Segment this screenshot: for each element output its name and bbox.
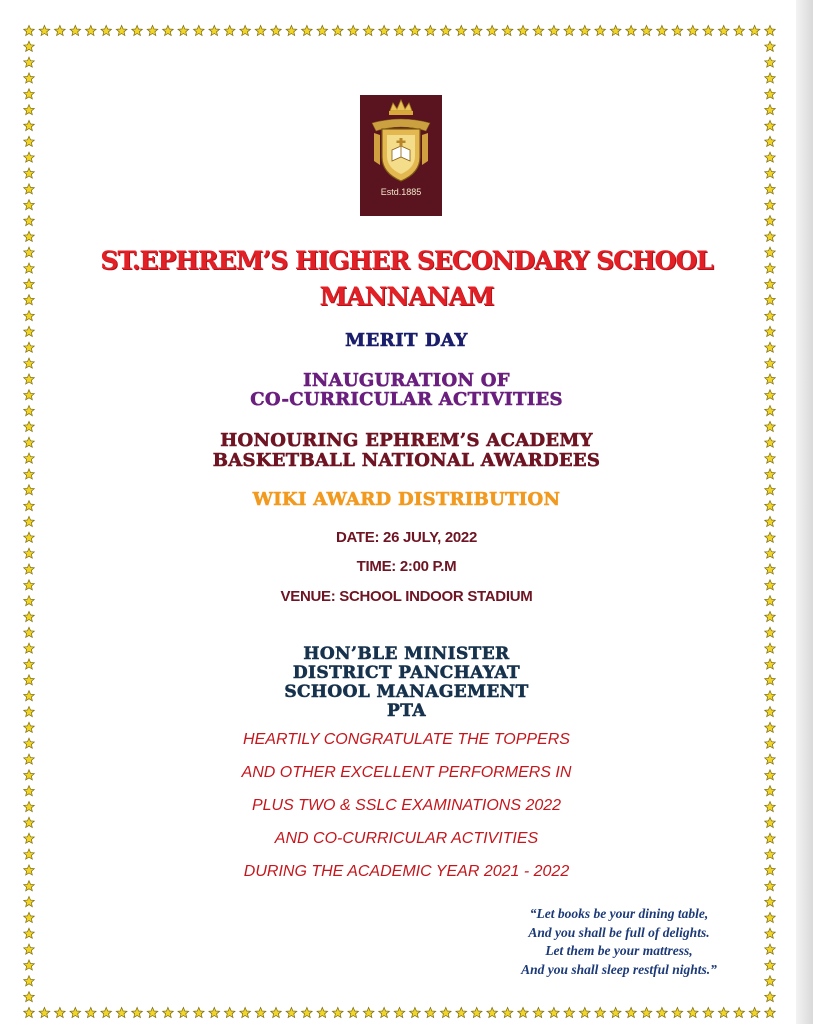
border-star-icon [734,25,745,35]
border-star-icon [502,25,513,35]
border-star-icon [734,1007,745,1017]
border-star-icon [688,1007,699,1017]
border-star-icon [70,1007,81,1017]
border-star-icon [240,1007,251,1017]
border-star-icon [332,25,343,35]
border-star-icon [456,1007,467,1017]
border-star-icon [24,960,35,970]
border-star-icon [765,136,776,146]
border-star-icon [24,120,35,130]
border-star-icon [209,25,220,35]
quote-line: “Let books be your dining table, [529,906,709,921]
border-star-icon [518,25,529,35]
border-star-icon [24,231,35,241]
border-star-icon [657,1007,668,1017]
guest-line: SCHOOL MANAGEMENT [284,682,529,702]
border-star-icon [410,25,421,35]
border-star-icon [147,1007,158,1017]
border-star-icon [271,1007,282,1017]
border-star-icon [24,976,35,986]
border-star-icon [302,25,313,35]
wiki-award-heading: WIKI AWARD DISTRIBUTION [252,489,561,510]
border-star-icon [286,25,297,35]
border-star-icon [765,897,776,907]
merit-day-heading: MERIT DAY [345,330,468,351]
border-star-icon [24,992,35,1002]
border-star-icon [24,311,35,321]
border-star-icon [24,200,35,210]
border-star-icon [24,548,35,558]
border-star-icon [24,358,35,368]
school-crest-logo [360,95,442,216]
border-star-icon [765,849,776,859]
congratulation-line: PLUS TWO & SSLC EXAMINATIONS 2022 [251,797,562,814]
border-star-icon [703,25,714,35]
event-time: TIME: 2:00 P.M [356,558,457,575]
border-star-icon [101,1007,112,1017]
border-star-icon [286,1007,297,1017]
border-star-icon [765,231,776,241]
border-star-icon [24,136,35,146]
border-star-icon [101,25,112,35]
border-star-icon [564,1007,575,1017]
border-star-icon [24,73,35,83]
border-star-icon [765,25,776,35]
closing-quote [480,905,758,979]
border-star-icon [765,516,776,526]
border-star-icon [610,1007,621,1017]
border-star-icon [703,1007,714,1017]
border-star-icon [765,976,776,986]
border-star-icon [163,25,174,35]
border-star-icon [549,1007,560,1017]
inauguration-heading-line-2: CO-CURRICULAR ACTIVITIES [250,389,563,410]
border-star-icon [441,1007,452,1017]
border-star-icon [24,754,35,764]
border-star-icon [24,897,35,907]
border-star-icon [533,1007,544,1017]
border-star-icon [24,105,35,115]
school-name: ST.EPHREM’S HIGHER SECONDARY SCHOOL [100,246,713,275]
border-star-icon [178,1007,189,1017]
border-star-icon [332,1007,343,1017]
border-star-icon [765,928,776,938]
border-star-icon [55,25,66,35]
border-star-icon [765,57,776,67]
border-star-icon [765,548,776,558]
border-star-icon [39,25,50,35]
border-star-icon [487,1007,498,1017]
border-star-icon [749,1007,760,1017]
border-star-icon [672,25,683,35]
honouring-heading-line-1: HONOURING EPHREM’S ACADEMY [220,430,593,451]
border-star-icon [85,25,96,35]
border-star-icon [194,1007,205,1017]
border-star-icon [224,25,235,35]
border-star-icon [24,152,35,162]
border-star-icon [178,25,189,35]
border-star-icon [456,25,467,35]
border-star-icon [765,216,776,226]
border-star-icon [749,25,760,35]
border-star-icon [579,1007,590,1017]
border-star-icon [765,786,776,796]
border-star-icon [765,168,776,178]
border-star-icon [24,25,35,35]
border-star-icon [240,25,251,35]
border-star-icon [765,120,776,130]
border-star-icon [487,25,498,35]
guest-line: DISTRICT PANCHAYAT [292,663,521,683]
border-star-icon [533,25,544,35]
border-star-icon [55,1007,66,1017]
border-star-icon [641,25,652,35]
event-date: DATE: 26 JULY, 2022 [335,529,478,546]
quote-line: Let them be your mattress, [545,943,693,958]
border-star-icon [255,1007,266,1017]
border-star-icon [24,912,35,922]
border-star-icon [765,311,776,321]
border-star-icon [116,25,127,35]
border-star-icon [765,992,776,1002]
border-star-icon [70,25,81,35]
border-star-icon [765,152,776,162]
event-venue: VENUE: SCHOOL INDOOR STADIUM [280,588,533,605]
border-star-icon [765,817,776,827]
congratulation-line: DURING THE ACADEMIC YEAR 2021 - 2022 [243,863,570,880]
border-star-icon [379,25,390,35]
school-location: MANNANAM [319,282,494,311]
guest-line: PTA [387,701,426,721]
border-star-icon [24,516,35,526]
border-star-icon [24,928,35,938]
border-star-icon [24,881,35,891]
border-star-icon [24,611,35,621]
border-star-icon [765,89,776,99]
border-star-icon [765,881,776,891]
border-star-icon [147,25,158,35]
border-star-icon [765,611,776,621]
border-star-icon [379,1007,390,1017]
border-star-icon [394,25,405,35]
border-star-icon [765,627,776,637]
border-star-icon [363,1007,374,1017]
congratulation-line: AND CO-CURRICULAR ACTIVITIES [274,830,539,847]
quote-line: And you shall sleep restful nights.” [521,961,717,977]
border-star-icon [610,25,621,35]
border-star-icon [317,1007,328,1017]
border-star-icon [518,1007,529,1017]
border-star-icon [348,25,359,35]
border-star-icon [24,944,35,954]
border-star-icon [564,25,575,35]
border-star-icon [302,1007,313,1017]
border-star-icon [765,1007,776,1017]
border-star-icon [765,960,776,970]
border-star-icon [317,25,328,35]
inauguration-heading-line-1: INAUGURATION OF [303,370,510,391]
congratulation-line: AND OTHER EXCELLENT PERFORMERS IN [241,764,572,781]
congratulation-line: HEARTILY CONGRATULATE THE TOPPERS [243,731,570,748]
border-star-icon [132,25,143,35]
border-star-icon [425,1007,436,1017]
border-star-icon [194,25,205,35]
border-star-icon [688,25,699,35]
border-star-icon [441,25,452,35]
border-star-icon [765,912,776,922]
guest-line: HON’BLE MINISTER [303,644,510,664]
border-star-icon [718,1007,729,1017]
crest-emblem-icon [360,95,442,216]
border-star-icon [24,786,35,796]
border-star-icon [502,1007,513,1017]
border-star-icon [765,41,776,51]
border-star-icon [24,1007,35,1017]
border-star-icon [24,57,35,67]
border-star-icon [765,754,776,764]
border-star-icon [765,358,776,368]
border-star-icon [471,25,482,35]
crest-established-text: Estd.1885 [380,187,422,197]
border-star-icon [641,1007,652,1017]
border-star-icon [579,25,590,35]
border-star-icon [471,1007,482,1017]
border-star-icon [209,1007,220,1017]
border-star-icon [394,1007,405,1017]
border-star-icon [24,627,35,637]
border-star-icon [718,25,729,35]
border-star-icon [626,1007,637,1017]
border-star-icon [363,25,374,35]
border-star-icon [24,817,35,827]
border-star-icon [657,25,668,35]
border-star-icon [24,41,35,51]
border-star-icon [39,1007,50,1017]
border-star-icon [765,184,776,194]
border-star-icon [24,89,35,99]
border-star-icon [595,1007,606,1017]
border-star-icon [24,849,35,859]
border-star-icon [348,1007,359,1017]
border-star-icon [765,944,776,954]
border-star-icon [765,73,776,83]
border-star-icon [163,1007,174,1017]
border-star-icon [255,25,266,35]
quote-line: And you shall be full of delights. [528,924,710,940]
border-star-icon [425,25,436,35]
border-star-icon [116,1007,127,1017]
border-star-icon [765,105,776,115]
border-star-icon [24,168,35,178]
border-star-icon [549,25,560,35]
border-star-icon [224,1007,235,1017]
border-star-icon [595,25,606,35]
border-star-icon [410,1007,421,1017]
border-star-icon [765,200,776,210]
honouring-heading-line-2: BASKETBALL NATIONAL AWARDEES [212,450,601,471]
border-star-icon [24,184,35,194]
border-star-icon [85,1007,96,1017]
border-star-icon [132,1007,143,1017]
border-star-icon [271,25,282,35]
border-star-icon [24,216,35,226]
border-star-icon [672,1007,683,1017]
border-star-icon [626,25,637,35]
